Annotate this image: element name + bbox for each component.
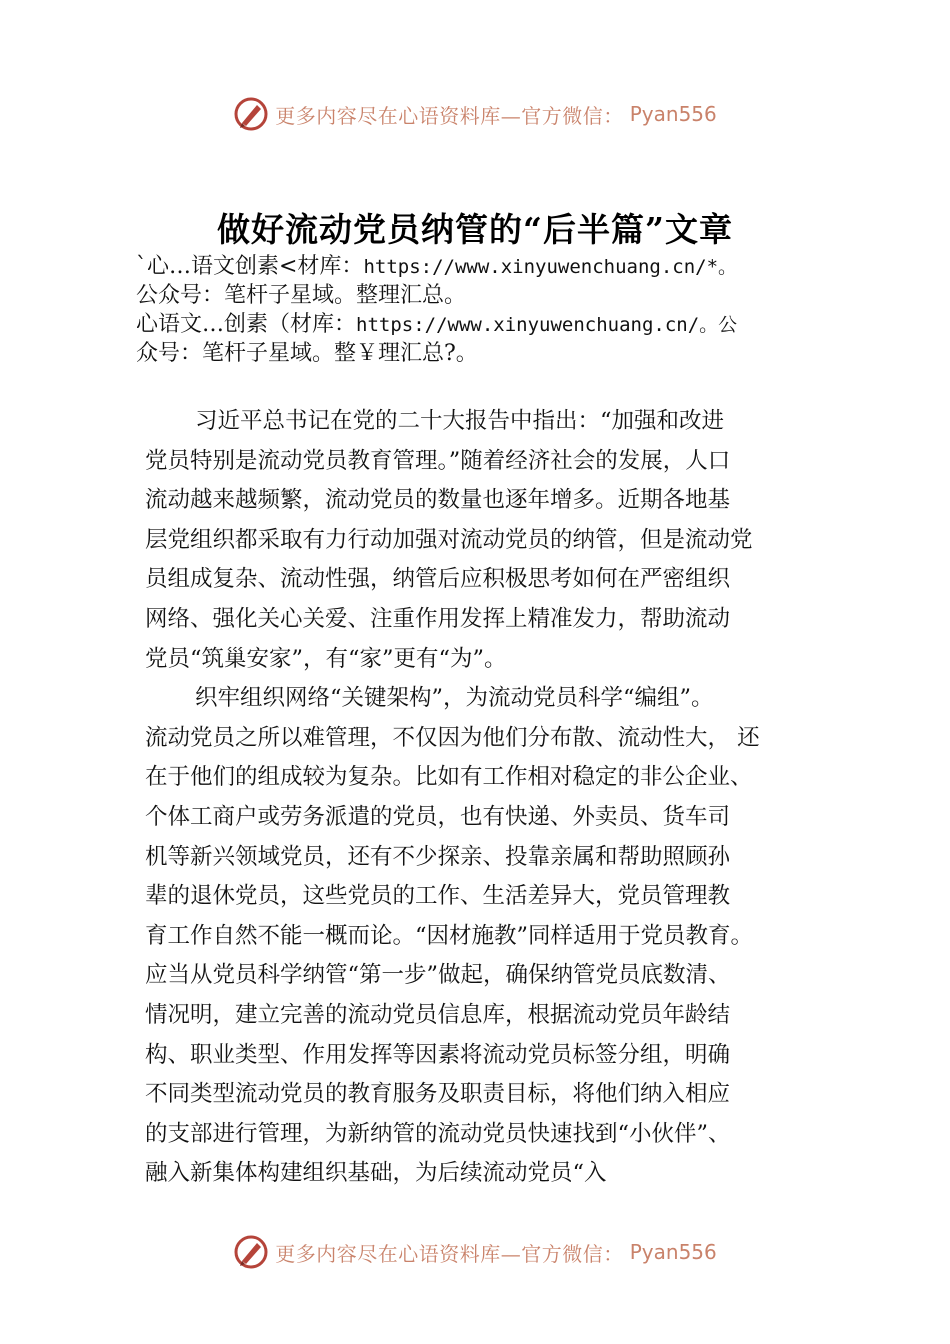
paragraph-line: 个体工商户或劳务派遣的党员，也有快递、外卖员、货车司 (145, 803, 731, 830)
paragraph-line: 流动党员之所以难管理，不仅因为他们分布散、流动性大， 还 (145, 724, 760, 751)
article-body (145, 402, 845, 1194)
paragraph-line: 层党组织都采取有力行动加强对流动党员的纳管，但是流动党 (145, 526, 753, 553)
paragraph-line: 应当从党员科学纳管“第一步”做起，确保纳管党员底数清、 (145, 962, 731, 989)
paragraph-line: 织牢组织网络“关键架构”，为流动党员科学“编组”。 (195, 685, 714, 712)
paragraph-line: 情况明，建立完善的流动党员信息库，根据流动党员年龄结 (145, 1001, 731, 1028)
banner-text: 更多内容尽在心语资料库—官方微信： (275, 1241, 624, 1266)
pen-logo-icon (233, 1234, 269, 1270)
paragraph-line: 辈的退休党员，这些党员的工作、生活差异大，党员管理教 (145, 883, 731, 910)
paragraph-line: 流动越来越频繁，流动党员的数量也逐年增多。近期各地基 (145, 487, 731, 514)
document-title: 做好流动党员纳管的“后半篇”文章 (217, 210, 733, 249)
source-line: 公众号：笔杆子星域。整理汇总。 (136, 283, 467, 308)
paragraph-line: 习近平总书记在党的二十大报告中指出：“加强和改进 (195, 408, 725, 434)
paragraph-line: 党员“筑巢安家”，有“家”更有“为”。 (145, 645, 507, 672)
paragraph-line: 融入新集体构建组织基础，为后续流动党员“入 (145, 1160, 607, 1187)
source-line: 众号：笔杆子星域。整￥理汇总?。 (136, 341, 478, 366)
paragraph-line: 育工作自然不能一概而论。“因材施教”同样适用于党员教育。 (145, 922, 754, 949)
header-watermark-banner (0, 94, 950, 134)
paragraph-line: 的支部进行管理，为新纳管的流动党员快速找到“小伙伴”、 (145, 1120, 731, 1147)
wechat-id: Pyan556 (629, 102, 717, 126)
source-line: 心语文…创素（材库：https://www.xinyuwenchuang.cn/。公 (136, 312, 738, 337)
paragraph-line: 员组成复杂、流动性强，纳管后应积极思考如何在严密组织 (145, 566, 731, 593)
pen-logo-icon (233, 96, 269, 132)
banner-text: 更多内容尽在心语资料库—官方微信： (275, 103, 624, 128)
paragraph-line: 在于他们的组成较为复杂。比如有工作相对稳定的非公企业、 (145, 764, 753, 791)
footer-watermark-banner (0, 1232, 950, 1272)
wechat-id: Pyan556 (629, 1240, 717, 1264)
paragraph-line: 网络、强化关心关爱、注重作用发挥上精准发力，帮助流动 (145, 605, 731, 632)
source-line: `心…语文创素<材库：https://www.xinyuwenchuang.cn/*。 (136, 254, 738, 279)
paragraph-line: 党员特别是流动党员教育管理。”随着经济社会的发展，人口 (145, 447, 731, 474)
paragraph-line: 不同类型流动党员的教育服务及职责目标，将他们纳入相应 (145, 1081, 731, 1108)
paragraph-line: 构、职业类型、作用发挥等因素将流动党员标签分组，明确 (145, 1041, 731, 1068)
paragraph-line: 机等新兴领域党员，还有不少探亲、投靠亲属和帮助照顾孙 (145, 843, 731, 870)
